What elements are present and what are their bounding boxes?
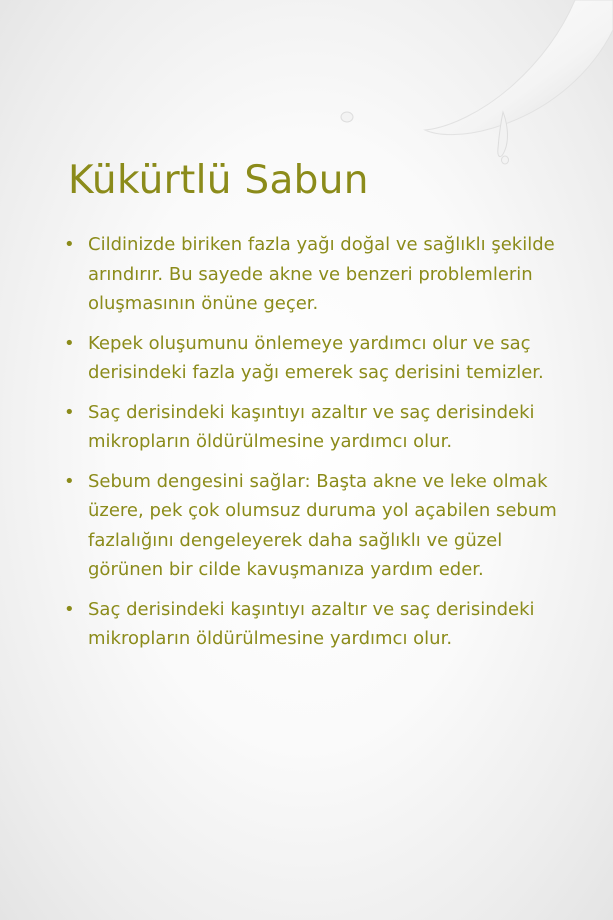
- list-item: [62, 329, 562, 388]
- list-item-text: Saç derisindeki kaşıntıyı azaltır ve saç derisindeki mikropların öldürülmesine yardımcı olur.: [88, 401, 535, 452]
- list-item-text: Kepek oluşumunu önlemeye yardımcı olur ve saç derisindeki fazla yağı emerek saç derisini temizler.: [88, 332, 544, 383]
- page-title: Kükürtlü Sabun: [68, 158, 369, 203]
- bullet-icon: •: [64, 234, 75, 255]
- bullet-icon: •: [64, 332, 75, 354]
- bullet-icon: •: [64, 401, 75, 423]
- list-item-text: Cildinizde biriken fazla yağı doğal ve sağlıklı şekilde arındırır. Bu sayede akne ve benzeri problemlerin oluşmasının önüne geçer.: [88, 234, 555, 314]
- list-item-text: Sebum dengesini sağlar: Başta akne ve leke olmak üzere, pek çok olumsuz duruma yol açabilen sebum fazlalığını dengeleyerek daha sağlıklı ve güzel görünen bir cilde kavuşmanıza yardım eder.: [88, 470, 557, 580]
- list-item: [62, 398, 562, 457]
- bullet-icon: •: [64, 598, 75, 620]
- list-item: [62, 595, 562, 654]
- benefit-list: [62, 230, 562, 664]
- list-item-text: Saç derisindeki kaşıntıyı azaltır ve saç derisindeki mikropların öldürülmesine yardımcı olur.: [88, 598, 535, 649]
- bullet-icon: •: [64, 470, 75, 492]
- list-item: [62, 467, 562, 585]
- list-item: [62, 230, 562, 319]
